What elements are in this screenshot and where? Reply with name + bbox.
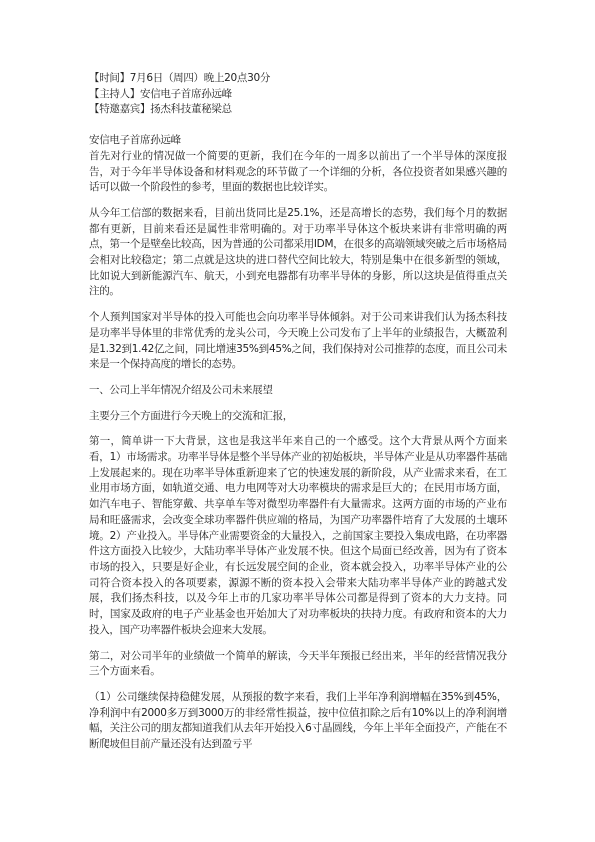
body-paragraph: 第一，简单讲一下大背景，这也是我这半年来自己的一个感受。这个大背景从两个方面来看，1）市场需求。功率半导体是整个半导体产业的初始板块，半导体产业是从功率器件基础上发展起来的。现在功率半导体重新迎来了它的快速发展的新阶段，从产业需求来看，在工业用市场方面，如轨道交通、电力电网等对大功率模块的需求是巨大的；在民用市场方面，如汽车电子、智能穿戴、共享单车等对微型功率器件有大量需求。这两方面的市场的产业布局和旺盛需求，会改变全球功率器件供应端的格局，为国产功率器件培育了大发展的土壤环境。2）产业投入。半导体产业需要资金的大量投入，之前国家主要投入集成电路，在功率器件这方面投入比较少，大陆功率半导体产业发展不快。但这个局面已经改善，因为有了资本市场的投入，只要是好企业，有长远发展空间的企业，资本就会投入，功率半导体产业的公司符合资本投入的各项要素，源源不断的资本投入会带来大陆功率半导体产业的跨越式发展，我们扬杰科技，以及今年上市的几家功率半导体公司都是得到了资本的大力支持。同时，国家及政府的电子产业基金也开始加大了对功率板块的扶持力度。有政府和资本的大力投入，国产功率器件板块会迎来大发展。 — [89, 435, 507, 636]
meeting-time: 【时间】7月6日（周四）晚上20点30分 — [89, 72, 271, 84]
body-paragraph: 第二，对公司半年的业绩做一个简单的解读，今天半年预报已经出来，半年的经营情况我分三个方面来看。 — [89, 649, 507, 678]
meeting-host: 【主持人】安信电子首席孙远峰 — [89, 87, 232, 100]
body-paragraph: （1）公司继续保持稳健发展，从预报的数字来看，我们上半年净利润增幅在35%到45%，净利润中有2000多万到3000万的非经常性损益，按中位值扣除之后有10%以上的净利润增幅，关注公司的朋友都知道我们从去年开始投入6寸晶圆线，今年上半年全面投产，产能在不断爬坡但目前产量还没有达到盈亏平 — [89, 690, 507, 751]
meeting-guest: 【特邀嘉宾】扬杰科技董秘梁总 — [89, 103, 232, 116]
speaker-name: 安信电子首席孙远峰 — [89, 134, 181, 147]
meeting-info — [89, 71, 507, 118]
forecast-paragraph: 个人预判国家对半导体的投入可能也会向功率半导体倾斜。对于公司来讲我们认为扬杰科技是功率半导体里的非常优秀的龙头公司，今天晚上公司发布了上半年的业绩报告，大概盈利是1.32到1.42亿之间，同比增速35%到45%之间，我们保持对公司推荐的态度，而且公司未来是一个保持高度的增长的态势。 — [89, 311, 507, 371]
document-page — [89, 71, 507, 763]
section-title: 一、公司上半年情况介绍及公司未来展望 — [89, 383, 273, 396]
industry-paragraph: 从今年工信部的数据来看，目前出货同比是25.1%，还是高增长的态势，我们每个月的数据都有更新，目前来看还是属性非常明确的。对于功率半导体这个板块来讲有非常明确的两点，第一个是壁垒比较高，因为普通的公司都采用IDM，在很多的高端领域突破之后市场格局会相对比较稳定；第二点就是这块的进口替代空间比较大，特别是集中在很多新型的领域，比如说大到新能源汽车、航天，小到充电器都有功率半导体的身影，所以这块是值得重点关注的。 — [89, 206, 507, 298]
intro-paragraph: 首先对行业的情况做一个简要的更新，我们在今年的一周多以前出了一个半导体的深度报告，对于今年半导体设备和材料观念的环节做了一个详细的分析，各位投资者如果感兴趣的话可以做一个阶段性的参考，里面的数据也比较详实。 — [89, 149, 507, 194]
body-paragraph: 主要分三个方面进行今天晚上的交流和汇报， — [89, 409, 293, 422]
